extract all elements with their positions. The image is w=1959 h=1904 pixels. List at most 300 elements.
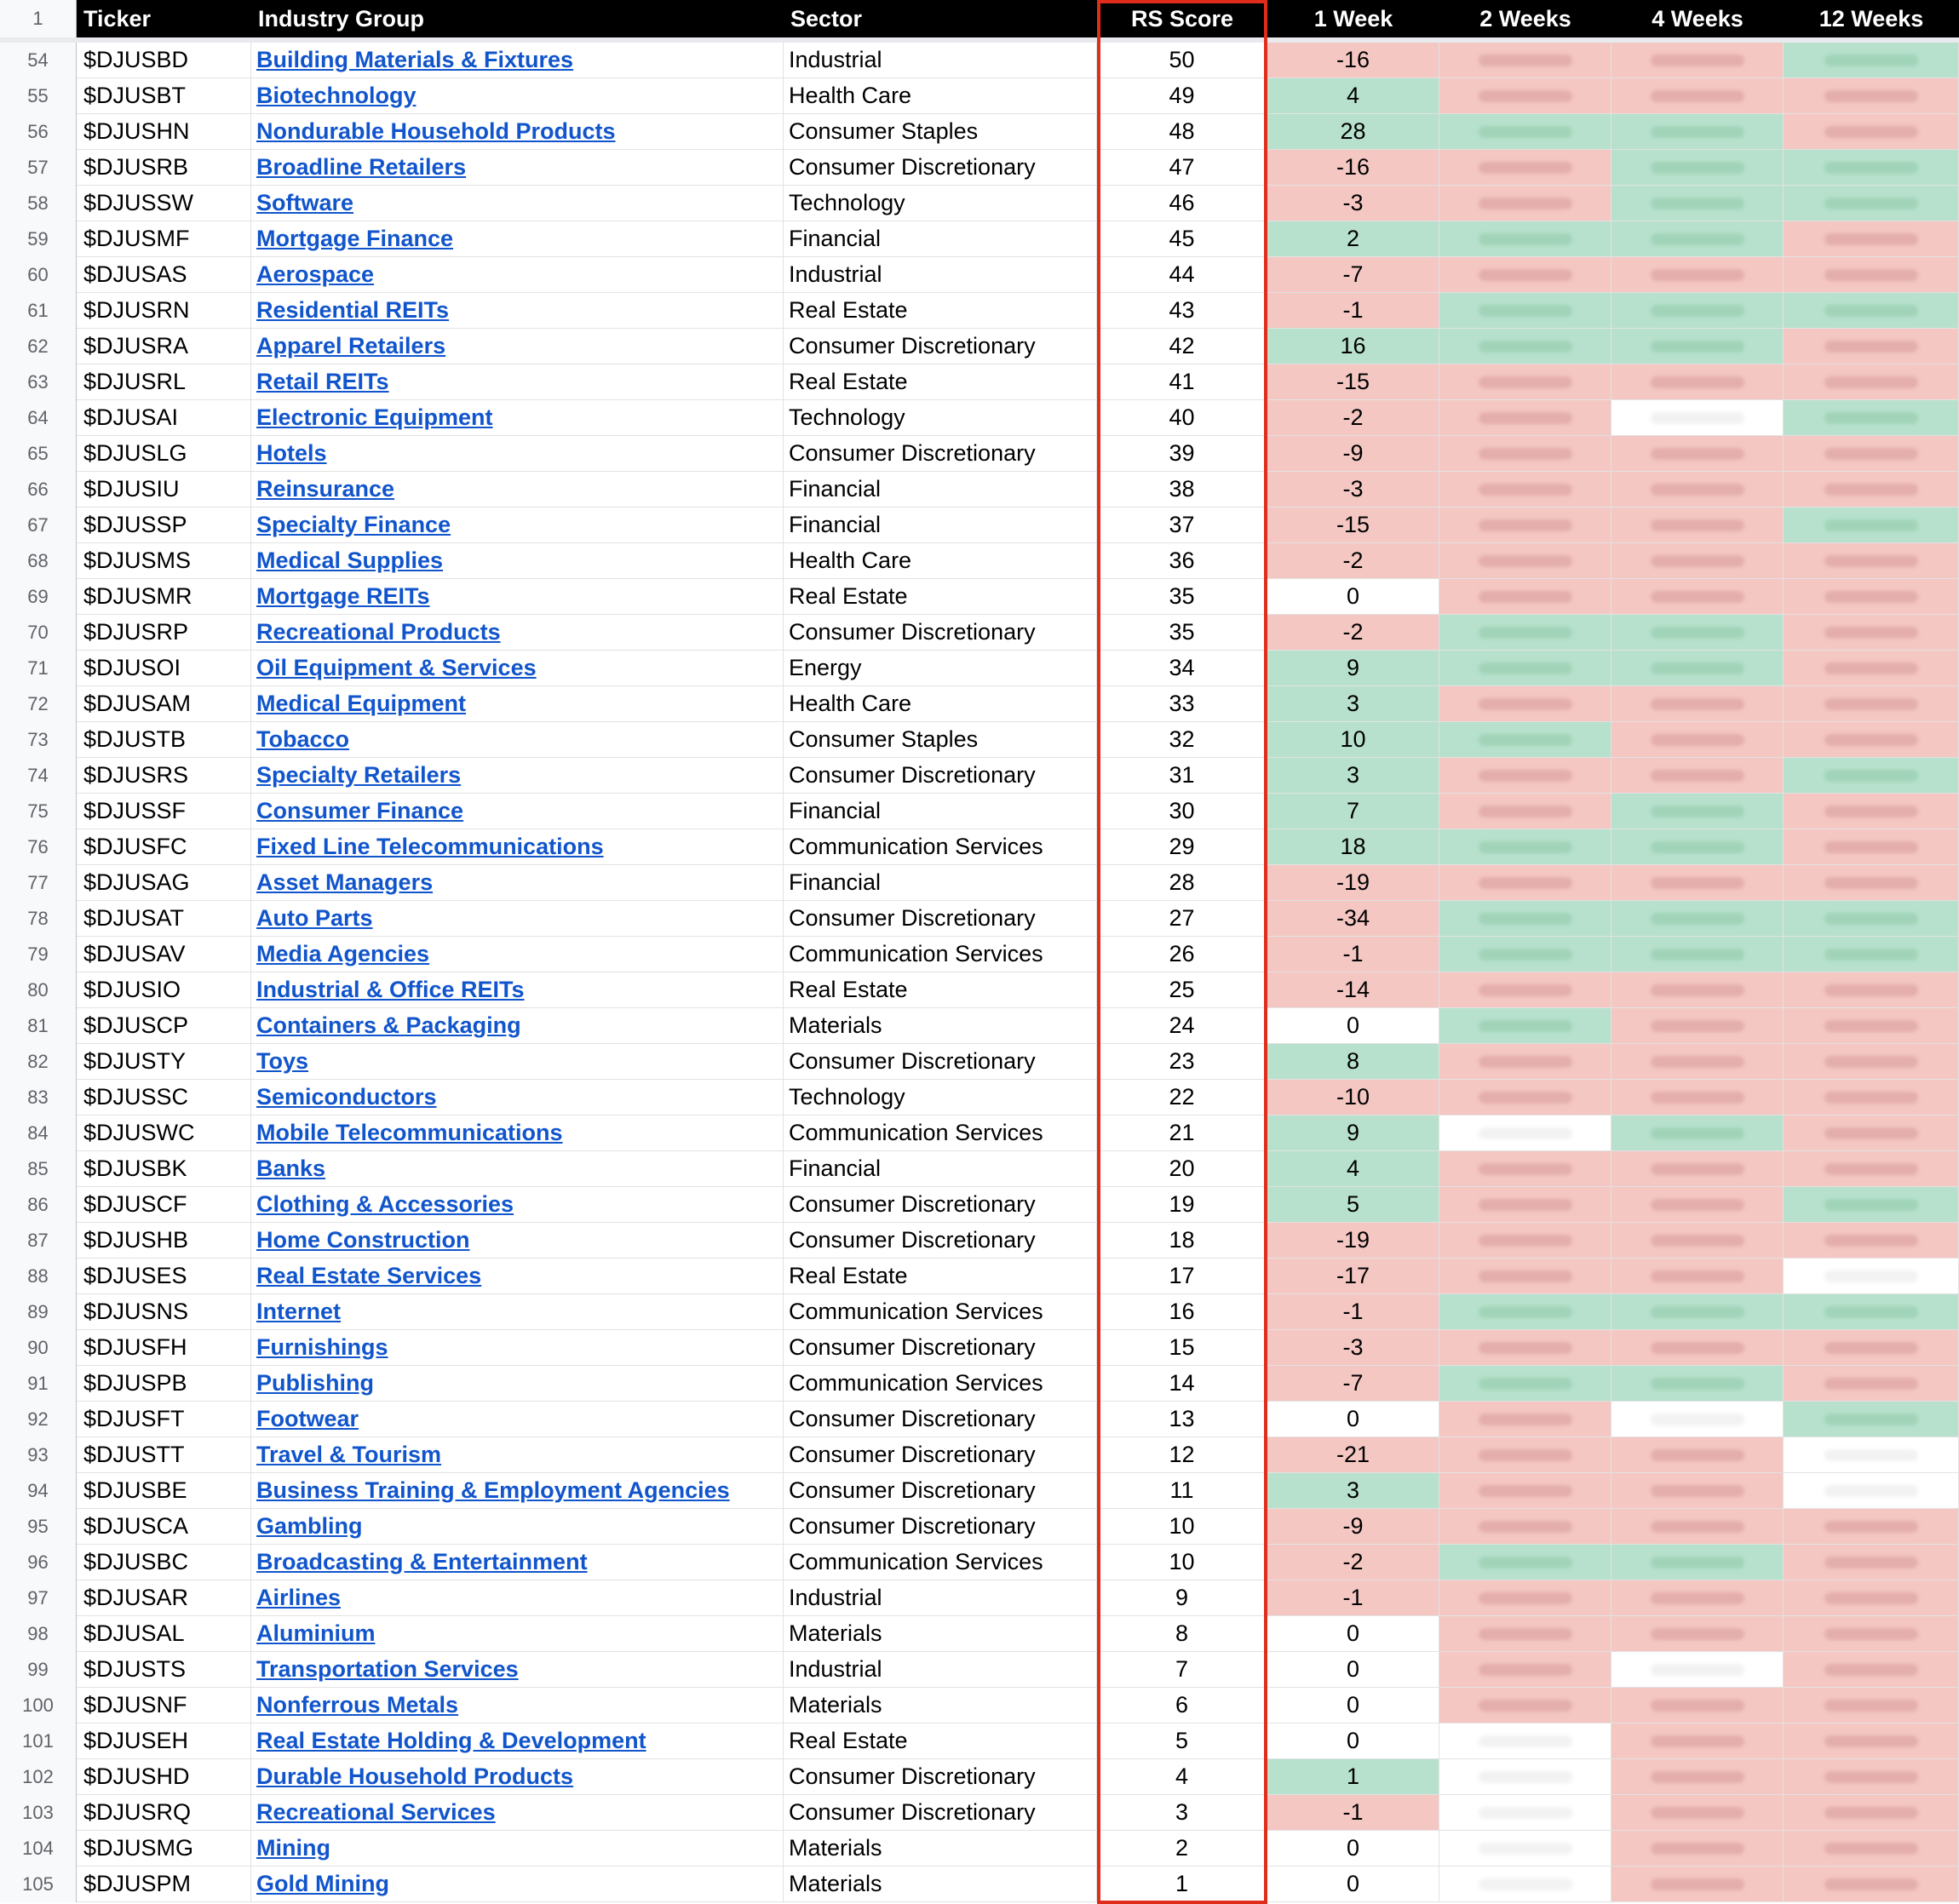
industry-group-cell[interactable]	[251, 43, 784, 78]
two-weeks-change-cell[interactable]	[1439, 1294, 1611, 1330]
ticker-cell[interactable]: $DJUSRS	[77, 758, 251, 794]
one-week-change-cell[interactable]: -3	[1267, 186, 1439, 221]
one-week-change-cell[interactable]: 0	[1267, 1008, 1439, 1044]
industry-group-link[interactable]: Retail REITs	[256, 369, 389, 394]
two-weeks-change-cell[interactable]	[1439, 937, 1611, 972]
ticker-cell[interactable]: $DJUSES	[77, 1259, 251, 1294]
one-week-change-cell[interactable]: 8	[1267, 1044, 1439, 1080]
industry-group-cell[interactable]	[251, 436, 784, 472]
two-weeks-change-cell[interactable]	[1439, 1473, 1611, 1509]
industry-group-cell[interactable]	[251, 794, 784, 829]
four-weeks-change-cell[interactable]	[1611, 794, 1784, 829]
row-number[interactable]: 60	[0, 257, 77, 293]
sector-cell[interactable]: Health Care	[784, 78, 1097, 114]
industry-group-link[interactable]: Travel & Tourism	[256, 1442, 442, 1467]
ticker-cell[interactable]: $DJUSFC	[77, 829, 251, 865]
sector-cell[interactable]: Industrial	[784, 43, 1097, 78]
row-number[interactable]: 90	[0, 1330, 77, 1366]
industry-group-link[interactable]: Home Construction	[256, 1227, 470, 1253]
industry-group-link[interactable]: Auto Parts	[256, 905, 373, 931]
one-week-change-cell[interactable]: -1	[1267, 937, 1439, 972]
ticker-cell[interactable]: $DJUSAR	[77, 1580, 251, 1616]
row-number[interactable]: 105	[0, 1867, 77, 1902]
ticker-cell[interactable]: $DJUSSF	[77, 794, 251, 829]
four-weeks-change-cell[interactable]	[1611, 651, 1784, 686]
two-weeks-change-cell[interactable]	[1439, 543, 1611, 579]
column-header-4-weeks[interactable]: 4 Weeks	[1611, 0, 1784, 37]
four-weeks-change-cell[interactable]	[1611, 1259, 1784, 1294]
two-weeks-change-cell[interactable]	[1439, 186, 1611, 221]
ticker-cell[interactable]: $DJUSTB	[77, 722, 251, 758]
row-number[interactable]: 103	[0, 1795, 77, 1831]
sector-cell[interactable]: Financial	[784, 508, 1097, 543]
one-week-change-cell[interactable]: -21	[1267, 1437, 1439, 1473]
sector-cell[interactable]: Communication Services	[784, 1366, 1097, 1402]
sector-cell[interactable]: Real Estate	[784, 579, 1097, 615]
industry-group-link[interactable]: Nonferrous Metals	[256, 1692, 459, 1718]
ticker-cell[interactable]: $DJUSCF	[77, 1187, 251, 1223]
two-weeks-change-cell[interactable]	[1439, 1223, 1611, 1259]
four-weeks-change-cell[interactable]	[1611, 1080, 1784, 1115]
twelve-weeks-change-cell[interactable]	[1784, 114, 1959, 150]
industry-group-link[interactable]: Residential REITs	[256, 297, 450, 323]
two-weeks-change-cell[interactable]	[1439, 1115, 1611, 1151]
ticker-cell[interactable]: $DJUSMG	[77, 1831, 251, 1867]
two-weeks-change-cell[interactable]	[1439, 1008, 1611, 1044]
industry-group-cell[interactable]	[251, 1044, 784, 1080]
ticker-cell[interactable]: $DJUSBC	[77, 1545, 251, 1580]
row-number[interactable]: 64	[0, 400, 77, 436]
ticker-cell[interactable]: $DJUSAL	[77, 1616, 251, 1652]
four-weeks-change-cell[interactable]	[1611, 1402, 1784, 1437]
twelve-weeks-change-cell[interactable]	[1784, 1473, 1959, 1509]
row-number[interactable]: 55	[0, 78, 77, 114]
rs-score-cell[interactable]: 33	[1097, 686, 1267, 722]
four-weeks-change-cell[interactable]	[1611, 221, 1784, 257]
four-weeks-change-cell[interactable]	[1611, 1223, 1784, 1259]
row-number[interactable]: 100	[0, 1688, 77, 1723]
industry-group-link[interactable]: Broadcasting & Entertainment	[256, 1549, 588, 1574]
four-weeks-change-cell[interactable]	[1611, 78, 1784, 114]
industry-group-link[interactable]: Real Estate Services	[256, 1263, 482, 1288]
rs-score-cell[interactable]: 9	[1097, 1580, 1267, 1616]
two-weeks-change-cell[interactable]	[1439, 1366, 1611, 1402]
one-week-change-cell[interactable]: 3	[1267, 758, 1439, 794]
one-week-change-cell[interactable]: -15	[1267, 364, 1439, 400]
twelve-weeks-change-cell[interactable]	[1784, 150, 1959, 186]
one-week-change-cell[interactable]: -14	[1267, 972, 1439, 1008]
one-week-change-cell[interactable]: 3	[1267, 686, 1439, 722]
row-number[interactable]: 102	[0, 1759, 77, 1795]
industry-group-link[interactable]: Aluminium	[256, 1620, 376, 1646]
one-week-change-cell[interactable]: 3	[1267, 1473, 1439, 1509]
industry-group-cell[interactable]	[251, 1616, 784, 1652]
two-weeks-change-cell[interactable]	[1439, 1151, 1611, 1187]
industry-group-cell[interactable]	[251, 508, 784, 543]
four-weeks-change-cell[interactable]	[1611, 865, 1784, 901]
two-weeks-change-cell[interactable]	[1439, 1330, 1611, 1366]
sector-cell[interactable]: Financial	[784, 1151, 1097, 1187]
row-number[interactable]: 101	[0, 1723, 77, 1759]
industry-group-cell[interactable]	[251, 1688, 784, 1723]
two-weeks-change-cell[interactable]	[1439, 794, 1611, 829]
one-week-change-cell[interactable]: 1	[1267, 1759, 1439, 1795]
four-weeks-change-cell[interactable]	[1611, 150, 1784, 186]
rs-score-cell[interactable]: 38	[1097, 472, 1267, 508]
two-weeks-change-cell[interactable]	[1439, 1688, 1611, 1723]
four-weeks-change-cell[interactable]	[1611, 1509, 1784, 1545]
industry-group-link[interactable]: Specialty Retailers	[256, 762, 462, 788]
ticker-cell[interactable]: $DJUSRP	[77, 615, 251, 651]
industry-group-cell[interactable]	[251, 114, 784, 150]
industry-group-link[interactable]: Banks	[256, 1156, 326, 1181]
industry-group-cell[interactable]	[251, 1759, 784, 1795]
ticker-cell[interactable]: $DJUSWC	[77, 1115, 251, 1151]
industry-group-cell[interactable]	[251, 1437, 784, 1473]
four-weeks-change-cell[interactable]	[1611, 1366, 1784, 1402]
two-weeks-change-cell[interactable]	[1439, 1759, 1611, 1795]
sector-cell[interactable]: Financial	[784, 221, 1097, 257]
ticker-cell[interactable]: $DJUSHN	[77, 114, 251, 150]
one-week-change-cell[interactable]: 0	[1267, 1688, 1439, 1723]
four-weeks-change-cell[interactable]	[1611, 1151, 1784, 1187]
one-week-change-cell[interactable]: -1	[1267, 1795, 1439, 1831]
sector-cell[interactable]: Real Estate	[784, 364, 1097, 400]
industry-group-cell[interactable]	[251, 579, 784, 615]
one-week-change-cell[interactable]: -9	[1267, 436, 1439, 472]
twelve-weeks-change-cell[interactable]	[1784, 508, 1959, 543]
row-number[interactable]: 93	[0, 1437, 77, 1473]
row-number-header[interactable]: 1	[0, 0, 77, 37]
twelve-weeks-change-cell[interactable]	[1784, 472, 1959, 508]
twelve-weeks-change-cell[interactable]	[1784, 293, 1959, 329]
four-weeks-change-cell[interactable]	[1611, 1187, 1784, 1223]
four-weeks-change-cell[interactable]	[1611, 543, 1784, 579]
four-weeks-change-cell[interactable]	[1611, 508, 1784, 543]
four-weeks-change-cell[interactable]	[1611, 829, 1784, 865]
industry-group-cell[interactable]	[251, 1151, 784, 1187]
sector-cell[interactable]: Consumer Discretionary	[784, 329, 1097, 364]
sector-cell[interactable]: Consumer Discretionary	[784, 1223, 1097, 1259]
industry-group-cell[interactable]	[251, 472, 784, 508]
twelve-weeks-change-cell[interactable]	[1784, 937, 1959, 972]
ticker-cell[interactable]: $DJUSBE	[77, 1473, 251, 1509]
ticker-cell[interactable]: $DJUSRA	[77, 329, 251, 364]
rs-score-cell[interactable]: 18	[1097, 1223, 1267, 1259]
two-weeks-change-cell[interactable]	[1439, 901, 1611, 937]
two-weeks-change-cell[interactable]	[1439, 651, 1611, 686]
two-weeks-change-cell[interactable]	[1439, 1867, 1611, 1902]
ticker-cell[interactable]: $DJUSIU	[77, 472, 251, 508]
one-week-change-cell[interactable]: 28	[1267, 114, 1439, 150]
industry-group-link[interactable]: Building Materials & Fixtures	[256, 47, 574, 72]
two-weeks-change-cell[interactable]	[1439, 329, 1611, 364]
sector-cell[interactable]: Communication Services	[784, 1545, 1097, 1580]
two-weeks-change-cell[interactable]	[1439, 1580, 1611, 1616]
industry-group-link[interactable]: Industrial & Office REITs	[256, 977, 525, 1002]
rs-score-cell[interactable]: 25	[1097, 972, 1267, 1008]
column-header-ticker[interactable]: Ticker	[77, 0, 251, 37]
ticker-cell[interactable]: $DJUSTS	[77, 1652, 251, 1688]
two-weeks-change-cell[interactable]	[1439, 43, 1611, 78]
industry-group-link[interactable]: Oil Equipment & Services	[256, 655, 537, 680]
one-week-change-cell[interactable]: -34	[1267, 901, 1439, 937]
sector-cell[interactable]: Communication Services	[784, 829, 1097, 865]
row-number[interactable]: 95	[0, 1509, 77, 1545]
one-week-change-cell[interactable]: 5	[1267, 1187, 1439, 1223]
one-week-change-cell[interactable]: 10	[1267, 722, 1439, 758]
industry-group-cell[interactable]	[251, 1008, 784, 1044]
one-week-change-cell[interactable]: 0	[1267, 1402, 1439, 1437]
twelve-weeks-change-cell[interactable]	[1784, 1688, 1959, 1723]
four-weeks-change-cell[interactable]	[1611, 1115, 1784, 1151]
industry-group-cell[interactable]	[251, 1223, 784, 1259]
four-weeks-change-cell[interactable]	[1611, 1831, 1784, 1867]
sector-cell[interactable]: Consumer Discretionary	[784, 1795, 1097, 1831]
twelve-weeks-change-cell[interactable]	[1784, 794, 1959, 829]
ticker-cell[interactable]: $DJUSBD	[77, 43, 251, 78]
twelve-weeks-change-cell[interactable]	[1784, 1366, 1959, 1402]
industry-group-cell[interactable]	[251, 1473, 784, 1509]
column-header-industry-group[interactable]: Industry Group	[251, 0, 784, 37]
one-week-change-cell[interactable]: -2	[1267, 543, 1439, 579]
row-number[interactable]: 87	[0, 1223, 77, 1259]
four-weeks-change-cell[interactable]	[1611, 686, 1784, 722]
industry-group-link[interactable]: Aerospace	[256, 261, 375, 287]
sector-cell[interactable]: Technology	[784, 400, 1097, 436]
sector-cell[interactable]: Financial	[784, 472, 1097, 508]
industry-group-cell[interactable]	[251, 78, 784, 114]
twelve-weeks-change-cell[interactable]	[1784, 364, 1959, 400]
industry-group-link[interactable]: Media Agencies	[256, 941, 430, 966]
two-weeks-change-cell[interactable]	[1439, 257, 1611, 293]
sector-cell[interactable]: Communication Services	[784, 1115, 1097, 1151]
industry-group-link[interactable]: Containers & Packaging	[256, 1012, 521, 1038]
one-week-change-cell[interactable]: 0	[1267, 579, 1439, 615]
industry-group-cell[interactable]	[251, 1831, 784, 1867]
twelve-weeks-change-cell[interactable]	[1784, 1294, 1959, 1330]
ticker-cell[interactable]: $DJUSCP	[77, 1008, 251, 1044]
ticker-cell[interactable]: $DJUSRN	[77, 293, 251, 329]
sector-cell[interactable]: Communication Services	[784, 937, 1097, 972]
ticker-cell[interactable]: $DJUSAI	[77, 400, 251, 436]
two-weeks-change-cell[interactable]	[1439, 436, 1611, 472]
industry-group-link[interactable]: Specialty Finance	[256, 512, 451, 537]
four-weeks-change-cell[interactable]	[1611, 758, 1784, 794]
column-header-rs-score[interactable]: RS Score	[1097, 0, 1267, 37]
industry-group-cell[interactable]	[251, 1187, 784, 1223]
row-number[interactable]: 63	[0, 364, 77, 400]
ticker-cell[interactable]: $DJUSEH	[77, 1723, 251, 1759]
two-weeks-change-cell[interactable]	[1439, 1044, 1611, 1080]
twelve-weeks-change-cell[interactable]	[1784, 1723, 1959, 1759]
row-number[interactable]: 69	[0, 579, 77, 615]
twelve-weeks-change-cell[interactable]	[1784, 865, 1959, 901]
rs-score-cell[interactable]: 49	[1097, 78, 1267, 114]
rs-score-cell[interactable]: 21	[1097, 1115, 1267, 1151]
twelve-weeks-change-cell[interactable]	[1784, 758, 1959, 794]
industry-group-cell[interactable]	[251, 1115, 784, 1151]
industry-group-link[interactable]: Airlines	[256, 1585, 342, 1610]
rs-score-cell[interactable]: 22	[1097, 1080, 1267, 1115]
ticker-cell[interactable]: $DJUSRL	[77, 364, 251, 400]
rs-score-cell[interactable]: 50	[1097, 43, 1267, 78]
industry-group-link[interactable]: Apparel Retailers	[256, 333, 446, 358]
ticker-cell[interactable]: $DJUSNS	[77, 1294, 251, 1330]
ticker-cell[interactable]: $DJUSAG	[77, 865, 251, 901]
industry-group-link[interactable]: Mobile Telecommunications	[256, 1120, 563, 1145]
twelve-weeks-change-cell[interactable]	[1784, 1044, 1959, 1080]
rs-score-cell[interactable]: 48	[1097, 114, 1267, 150]
rs-score-cell[interactable]: 26	[1097, 937, 1267, 972]
industry-group-cell[interactable]	[251, 651, 784, 686]
sector-cell[interactable]: Real Estate	[784, 1723, 1097, 1759]
industry-group-link[interactable]: Toys	[256, 1048, 309, 1074]
industry-group-link[interactable]: Nondurable Household Products	[256, 118, 616, 144]
rs-score-cell[interactable]: 37	[1097, 508, 1267, 543]
rs-score-cell[interactable]: 43	[1097, 293, 1267, 329]
four-weeks-change-cell[interactable]	[1611, 1008, 1784, 1044]
one-week-change-cell[interactable]: -2	[1267, 400, 1439, 436]
one-week-change-cell[interactable]: -10	[1267, 1080, 1439, 1115]
four-weeks-change-cell[interactable]	[1611, 1688, 1784, 1723]
twelve-weeks-change-cell[interactable]	[1784, 722, 1959, 758]
four-weeks-change-cell[interactable]	[1611, 1437, 1784, 1473]
industry-group-link[interactable]: Transportation Services	[256, 1656, 519, 1682]
rs-score-cell[interactable]: 30	[1097, 794, 1267, 829]
one-week-change-cell[interactable]: 0	[1267, 1652, 1439, 1688]
twelve-weeks-change-cell[interactable]	[1784, 1259, 1959, 1294]
twelve-weeks-change-cell[interactable]	[1784, 1330, 1959, 1366]
sector-cell[interactable]: Materials	[784, 1867, 1097, 1902]
rs-score-cell[interactable]: 17	[1097, 1259, 1267, 1294]
four-weeks-change-cell[interactable]	[1611, 1580, 1784, 1616]
row-number[interactable]: 78	[0, 901, 77, 937]
twelve-weeks-change-cell[interactable]	[1784, 1437, 1959, 1473]
rs-score-cell[interactable]: 14	[1097, 1366, 1267, 1402]
sector-cell[interactable]: Consumer Discretionary	[784, 1437, 1097, 1473]
rs-score-cell[interactable]: 7	[1097, 1652, 1267, 1688]
rs-score-cell[interactable]: 10	[1097, 1545, 1267, 1580]
sector-cell[interactable]: Technology	[784, 186, 1097, 221]
rs-score-cell[interactable]: 32	[1097, 722, 1267, 758]
two-weeks-change-cell[interactable]	[1439, 865, 1611, 901]
row-number[interactable]: 96	[0, 1545, 77, 1580]
two-weeks-change-cell[interactable]	[1439, 686, 1611, 722]
four-weeks-change-cell[interactable]	[1611, 579, 1784, 615]
one-week-change-cell[interactable]: -1	[1267, 1294, 1439, 1330]
sector-cell[interactable]: Consumer Discretionary	[784, 1187, 1097, 1223]
rs-score-cell[interactable]: 4	[1097, 1759, 1267, 1795]
four-weeks-change-cell[interactable]	[1611, 1723, 1784, 1759]
two-weeks-change-cell[interactable]	[1439, 1616, 1611, 1652]
ticker-cell[interactable]: $DJUSFH	[77, 1330, 251, 1366]
one-week-change-cell[interactable]: 18	[1267, 829, 1439, 865]
twelve-weeks-change-cell[interactable]	[1784, 329, 1959, 364]
industry-group-link[interactable]: Tobacco	[256, 726, 350, 752]
sector-cell[interactable]: Real Estate	[784, 1259, 1097, 1294]
row-number[interactable]: 65	[0, 436, 77, 472]
two-weeks-change-cell[interactable]	[1439, 221, 1611, 257]
twelve-weeks-change-cell[interactable]	[1784, 1652, 1959, 1688]
industry-group-cell[interactable]	[251, 829, 784, 865]
industry-group-link[interactable]: Biotechnology	[256, 83, 417, 108]
industry-group-link[interactable]: Business Training & Employment Agencies	[256, 1477, 730, 1503]
two-weeks-change-cell[interactable]	[1439, 1831, 1611, 1867]
four-weeks-change-cell[interactable]	[1611, 43, 1784, 78]
row-number[interactable]: 91	[0, 1366, 77, 1402]
rs-score-cell[interactable]: 39	[1097, 436, 1267, 472]
sector-cell[interactable]: Consumer Discretionary	[784, 1509, 1097, 1545]
row-number[interactable]: 61	[0, 293, 77, 329]
industry-group-cell[interactable]	[251, 686, 784, 722]
ticker-cell[interactable]: $DJUSSP	[77, 508, 251, 543]
four-weeks-change-cell[interactable]	[1611, 1294, 1784, 1330]
four-weeks-change-cell[interactable]	[1611, 436, 1784, 472]
sector-cell[interactable]: Energy	[784, 651, 1097, 686]
four-weeks-change-cell[interactable]	[1611, 1330, 1784, 1366]
one-week-change-cell[interactable]: -1	[1267, 293, 1439, 329]
rs-score-cell[interactable]: 11	[1097, 1473, 1267, 1509]
industry-group-cell[interactable]	[251, 901, 784, 937]
two-weeks-change-cell[interactable]	[1439, 972, 1611, 1008]
row-number[interactable]: 56	[0, 114, 77, 150]
four-weeks-change-cell[interactable]	[1611, 901, 1784, 937]
column-header-sector[interactable]: Sector	[784, 0, 1097, 37]
row-number[interactable]: 73	[0, 722, 77, 758]
rs-score-cell[interactable]: 34	[1097, 651, 1267, 686]
two-weeks-change-cell[interactable]	[1439, 1545, 1611, 1580]
two-weeks-change-cell[interactable]	[1439, 722, 1611, 758]
ticker-cell[interactable]: $DJUSAV	[77, 937, 251, 972]
industry-group-cell[interactable]	[251, 1867, 784, 1902]
industry-group-cell[interactable]	[251, 150, 784, 186]
ticker-cell[interactable]: $DJUSFT	[77, 1402, 251, 1437]
rs-score-cell[interactable]: 6	[1097, 1688, 1267, 1723]
twelve-weeks-change-cell[interactable]	[1784, 829, 1959, 865]
one-week-change-cell[interactable]: -2	[1267, 1545, 1439, 1580]
twelve-weeks-change-cell[interactable]	[1784, 1402, 1959, 1437]
ticker-cell[interactable]: $DJUSLG	[77, 436, 251, 472]
industry-group-link[interactable]: Consumer Finance	[256, 798, 464, 823]
rs-score-cell[interactable]: 15	[1097, 1330, 1267, 1366]
industry-group-cell[interactable]	[251, 937, 784, 972]
sector-cell[interactable]: Industrial	[784, 257, 1097, 293]
twelve-weeks-change-cell[interactable]	[1784, 651, 1959, 686]
industry-group-cell[interactable]	[251, 257, 784, 293]
ticker-cell[interactable]: $DJUSAM	[77, 686, 251, 722]
one-week-change-cell[interactable]: -9	[1267, 1509, 1439, 1545]
industry-group-cell[interactable]	[251, 329, 784, 364]
industry-group-cell[interactable]	[251, 1080, 784, 1115]
one-week-change-cell[interactable]: -19	[1267, 1223, 1439, 1259]
one-week-change-cell[interactable]: 2	[1267, 221, 1439, 257]
ticker-cell[interactable]: $DJUSHD	[77, 1759, 251, 1795]
sector-cell[interactable]: Real Estate	[784, 972, 1097, 1008]
twelve-weeks-change-cell[interactable]	[1784, 436, 1959, 472]
industry-group-cell[interactable]	[251, 865, 784, 901]
rs-score-cell[interactable]: 12	[1097, 1437, 1267, 1473]
industry-group-cell[interactable]	[251, 722, 784, 758]
four-weeks-change-cell[interactable]	[1611, 615, 1784, 651]
row-number[interactable]: 98	[0, 1616, 77, 1652]
two-weeks-change-cell[interactable]	[1439, 1795, 1611, 1831]
rs-score-cell[interactable]: 5	[1097, 1723, 1267, 1759]
one-week-change-cell[interactable]: 4	[1267, 1151, 1439, 1187]
row-number[interactable]: 77	[0, 865, 77, 901]
ticker-cell[interactable]: $DJUSMF	[77, 221, 251, 257]
industry-group-link[interactable]: Gold Mining	[256, 1871, 389, 1896]
